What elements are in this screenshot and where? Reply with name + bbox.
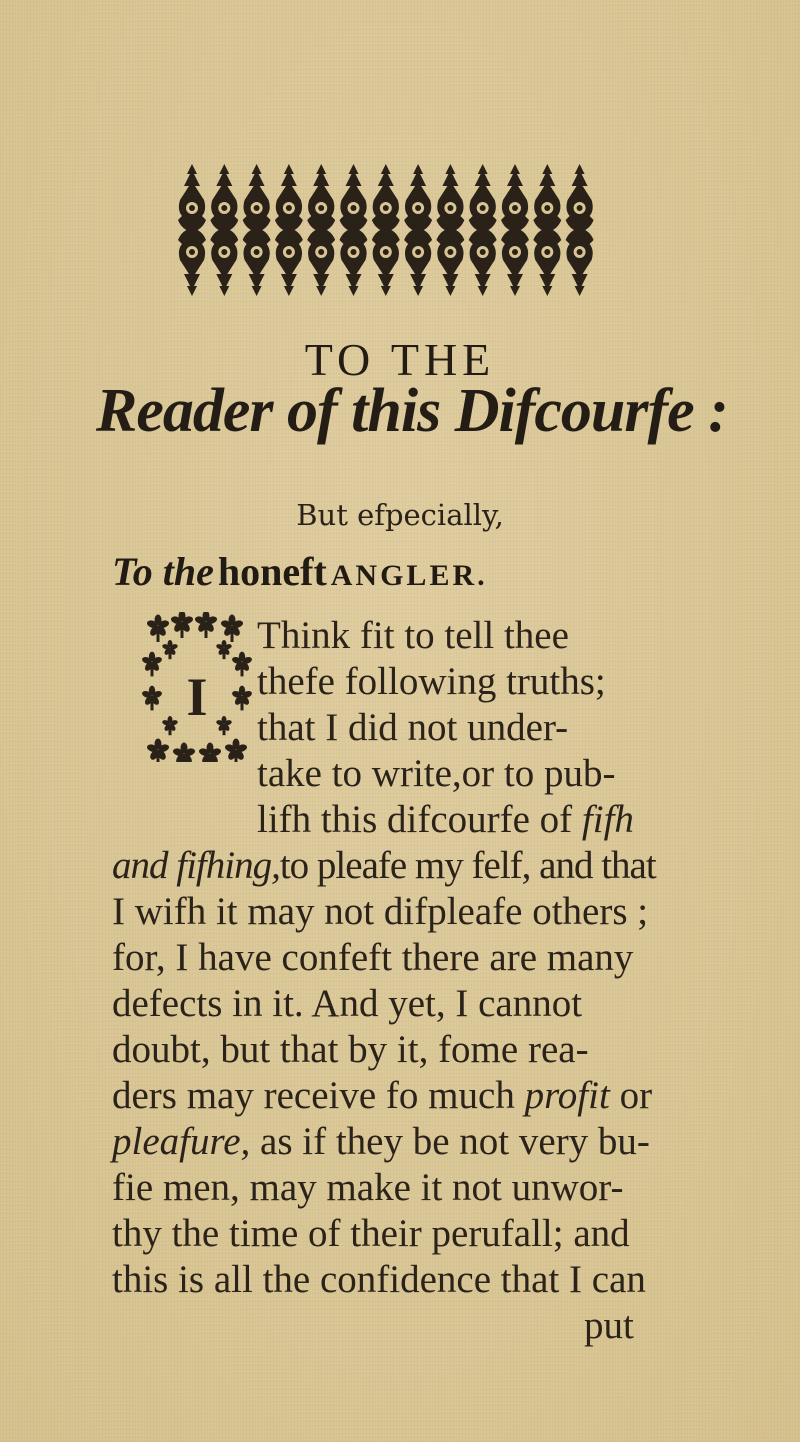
heading-to-the-prefix: To the <box>112 549 214 594</box>
text-line: thy the time of their perufall; and <box>112 1212 630 1255</box>
text-line: this is all the confidence that I can <box>112 1258 646 1301</box>
heading-honest-word: honeft <box>217 549 327 594</box>
text-line: for, I have confeft there are many <box>112 936 634 979</box>
catchword: put <box>584 1304 634 1347</box>
drop-capital-letter: I <box>186 667 208 727</box>
text-line: pleafure, as if they be not very bu- <box>112 1120 650 1163</box>
text-line: I wifh it may not difpleafe others ; <box>112 890 649 933</box>
text-line: and fifhing,to pleafe my felf, and that <box>112 844 656 887</box>
text-line: ders may receive fo much profit or <box>112 1074 653 1117</box>
heading-angler-word: ANGLER. <box>330 559 488 592</box>
heading-reader-of-this-discourse: Reader of this Difcourfe : <box>96 377 728 445</box>
heading-but-especially: But efpecially, <box>296 498 504 532</box>
text-line: Think fit to tell thee <box>257 614 569 657</box>
text-line: lifh this difcourfe of fifh <box>257 798 634 841</box>
text-line: defects in it. And yet, I cannot <box>112 982 583 1025</box>
text-line: thefe following truths; <box>257 660 606 703</box>
heading-to-the: TO THE <box>304 334 496 385</box>
text-line: take to write,or to pub- <box>257 752 616 795</box>
text-line: fie men, may make it not unwor- <box>112 1166 624 1209</box>
text-line: doubt, but that by it, fome rea- <box>112 1028 589 1071</box>
text-line: that I did not under- <box>257 706 569 749</box>
